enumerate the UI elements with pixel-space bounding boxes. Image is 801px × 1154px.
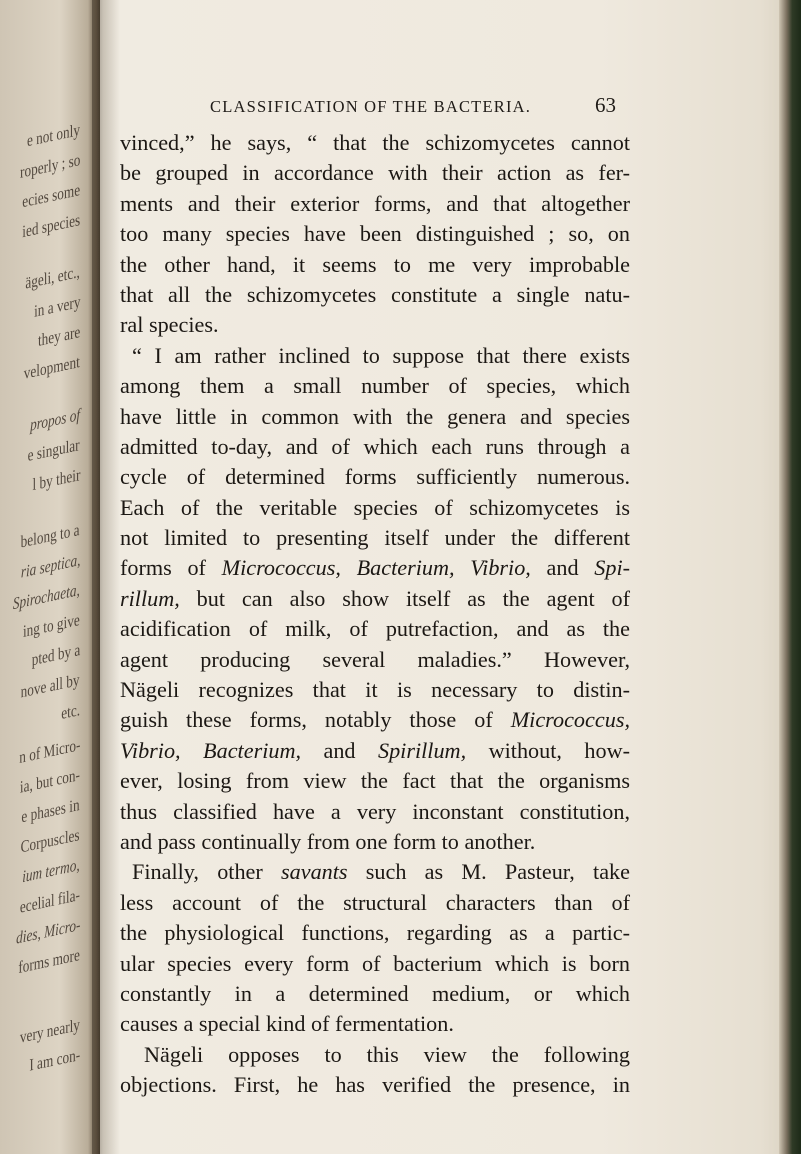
facing-page-fragment: in a very (33, 292, 80, 321)
facing-page-fragment: Corpuscles (21, 825, 80, 857)
text-line: causes a special kind of fermentation. (120, 1011, 454, 1037)
facing-page-edge (0, 0, 100, 1154)
text-line (120, 736, 630, 766)
text-line: less account of the structural characters than of (120, 889, 630, 915)
facing-page-fragment: forms more (18, 945, 80, 978)
body-text (120, 128, 630, 1101)
text-line: among them a small number of species, which (120, 373, 630, 399)
italic-run: Vibrio, Bacterium, (120, 737, 302, 763)
facing-page-fragment: ia, but con- (19, 765, 81, 797)
facing-page-fragment: ecies some (22, 180, 81, 212)
facing-page-fragment: ied species (22, 210, 81, 242)
facing-page-fragment: pted by a (31, 640, 80, 670)
facing-page-fragment: velopment (24, 352, 81, 383)
text-line: Nägeli recognizes that it is necessary to distin- (120, 677, 630, 703)
facing-page-fragment: e singular (28, 435, 80, 466)
text-line: cycle of determined forms sufficiently numerous. (120, 464, 630, 490)
text-line: have little in common with the genera and species (120, 403, 630, 429)
facing-page-fragment: l by their (32, 465, 80, 495)
facing-page-fragment: they are (37, 322, 80, 350)
text-line: that all the schizomycetes constitute a single natu- (120, 281, 630, 307)
text-line: “ I am rather inclined to suppose that there exists (132, 342, 630, 368)
text-line: and pass continually from one form to another. (120, 828, 536, 854)
facing-page-fragment: ria septica, (20, 550, 80, 582)
italic-run: Micrococcus, Bacterium, Vibrio, (221, 555, 531, 581)
facing-page-fragment: roperly ; so (19, 150, 80, 182)
text-line: agent producing several maladies.” However, (120, 646, 630, 672)
text-line: objections. First, he has verified the presence, in (120, 1072, 630, 1098)
text-run: and (530, 555, 595, 581)
page-header (210, 93, 630, 119)
book-binding-edge (779, 0, 801, 1154)
italic-run: Spi- (594, 555, 630, 581)
facing-page-fragment: e not only (26, 120, 80, 151)
text-line: thus classified have a very inconstant constitution, (120, 798, 630, 824)
facing-page-fragment: Spirochaeta, (13, 580, 80, 614)
facing-page-fragment: ecelial fila- (20, 885, 81, 917)
page-gutter-shadow (92, 0, 120, 1154)
text-run: guish these forms, notably those of (120, 707, 511, 733)
facing-page-fragment: n of Micro- (18, 735, 81, 767)
italic-run: Micrococcus, (510, 707, 630, 733)
facing-page-fragment: ium termo, (22, 855, 80, 887)
text-run: but can also show itself as the agent of (179, 585, 630, 611)
facing-page-fragment: etc. (61, 700, 80, 723)
facing-page-fragment: nove all by (21, 670, 80, 702)
text-line: be grouped in accordance with their action as fer- (120, 160, 630, 186)
facing-page-fragment: ing to give (23, 610, 80, 642)
text-line (120, 584, 630, 614)
text-line: too many species have been distinguished ; so, on (120, 221, 630, 247)
text-line: ral species. (120, 312, 219, 338)
text-line (120, 857, 630, 887)
text-line (120, 705, 630, 735)
running-head: CLASSIFICATION OF THE BACTERIA. (210, 97, 532, 116)
text-line: the other hand, it seems to me very improbable (120, 251, 630, 277)
text-line (120, 553, 630, 583)
italic-run: rillum, (120, 585, 180, 611)
italic-run: savants (281, 859, 348, 885)
italic-run: Spirillum, (377, 737, 467, 763)
facing-page-fragment: dies, Micro- (15, 915, 80, 948)
text-run: such as M. Pasteur, take (347, 859, 631, 885)
text-line: Each of the veritable species of schizomycetes is (120, 494, 630, 520)
text-line: acidification of milk, of putrefaction, and as the (120, 616, 630, 642)
text-run: forms of (120, 555, 222, 581)
facing-page-fragment: I am con- (29, 1045, 80, 1075)
facing-page-fragment: very nearly (19, 1015, 80, 1047)
facing-page-fragment: ägeli, etc., (25, 262, 80, 293)
text-line: ular species every form of bacterium which is born (120, 950, 630, 976)
text-run: and (301, 737, 378, 763)
text-run: Finally, other (132, 859, 281, 885)
text-run: without, how- (466, 737, 630, 763)
text-line: Nägeli opposes to this view the following (144, 1041, 630, 1067)
facing-page-fragment: e phases in (21, 795, 80, 827)
text-line: ments and their exterior forms, and that altogether (120, 190, 630, 216)
text-line: the physiological functions, regarding as a partic- (120, 920, 630, 946)
text-line: constantly in a determined medium, or which (120, 980, 630, 1006)
text-line: ever, losing from view the fact that the organisms (120, 768, 630, 794)
text-line: admitted to-day, and of which each runs through a (120, 433, 630, 459)
facing-page-fragment: belong to a (21, 520, 80, 552)
page-number: 63 (595, 93, 616, 117)
text-line: vinced,” he says, “ that the schizomycetes cannot (120, 130, 630, 155)
facing-page-fragment: propos of (30, 405, 80, 435)
text-line: not limited to presenting itself under the different (120, 525, 630, 551)
